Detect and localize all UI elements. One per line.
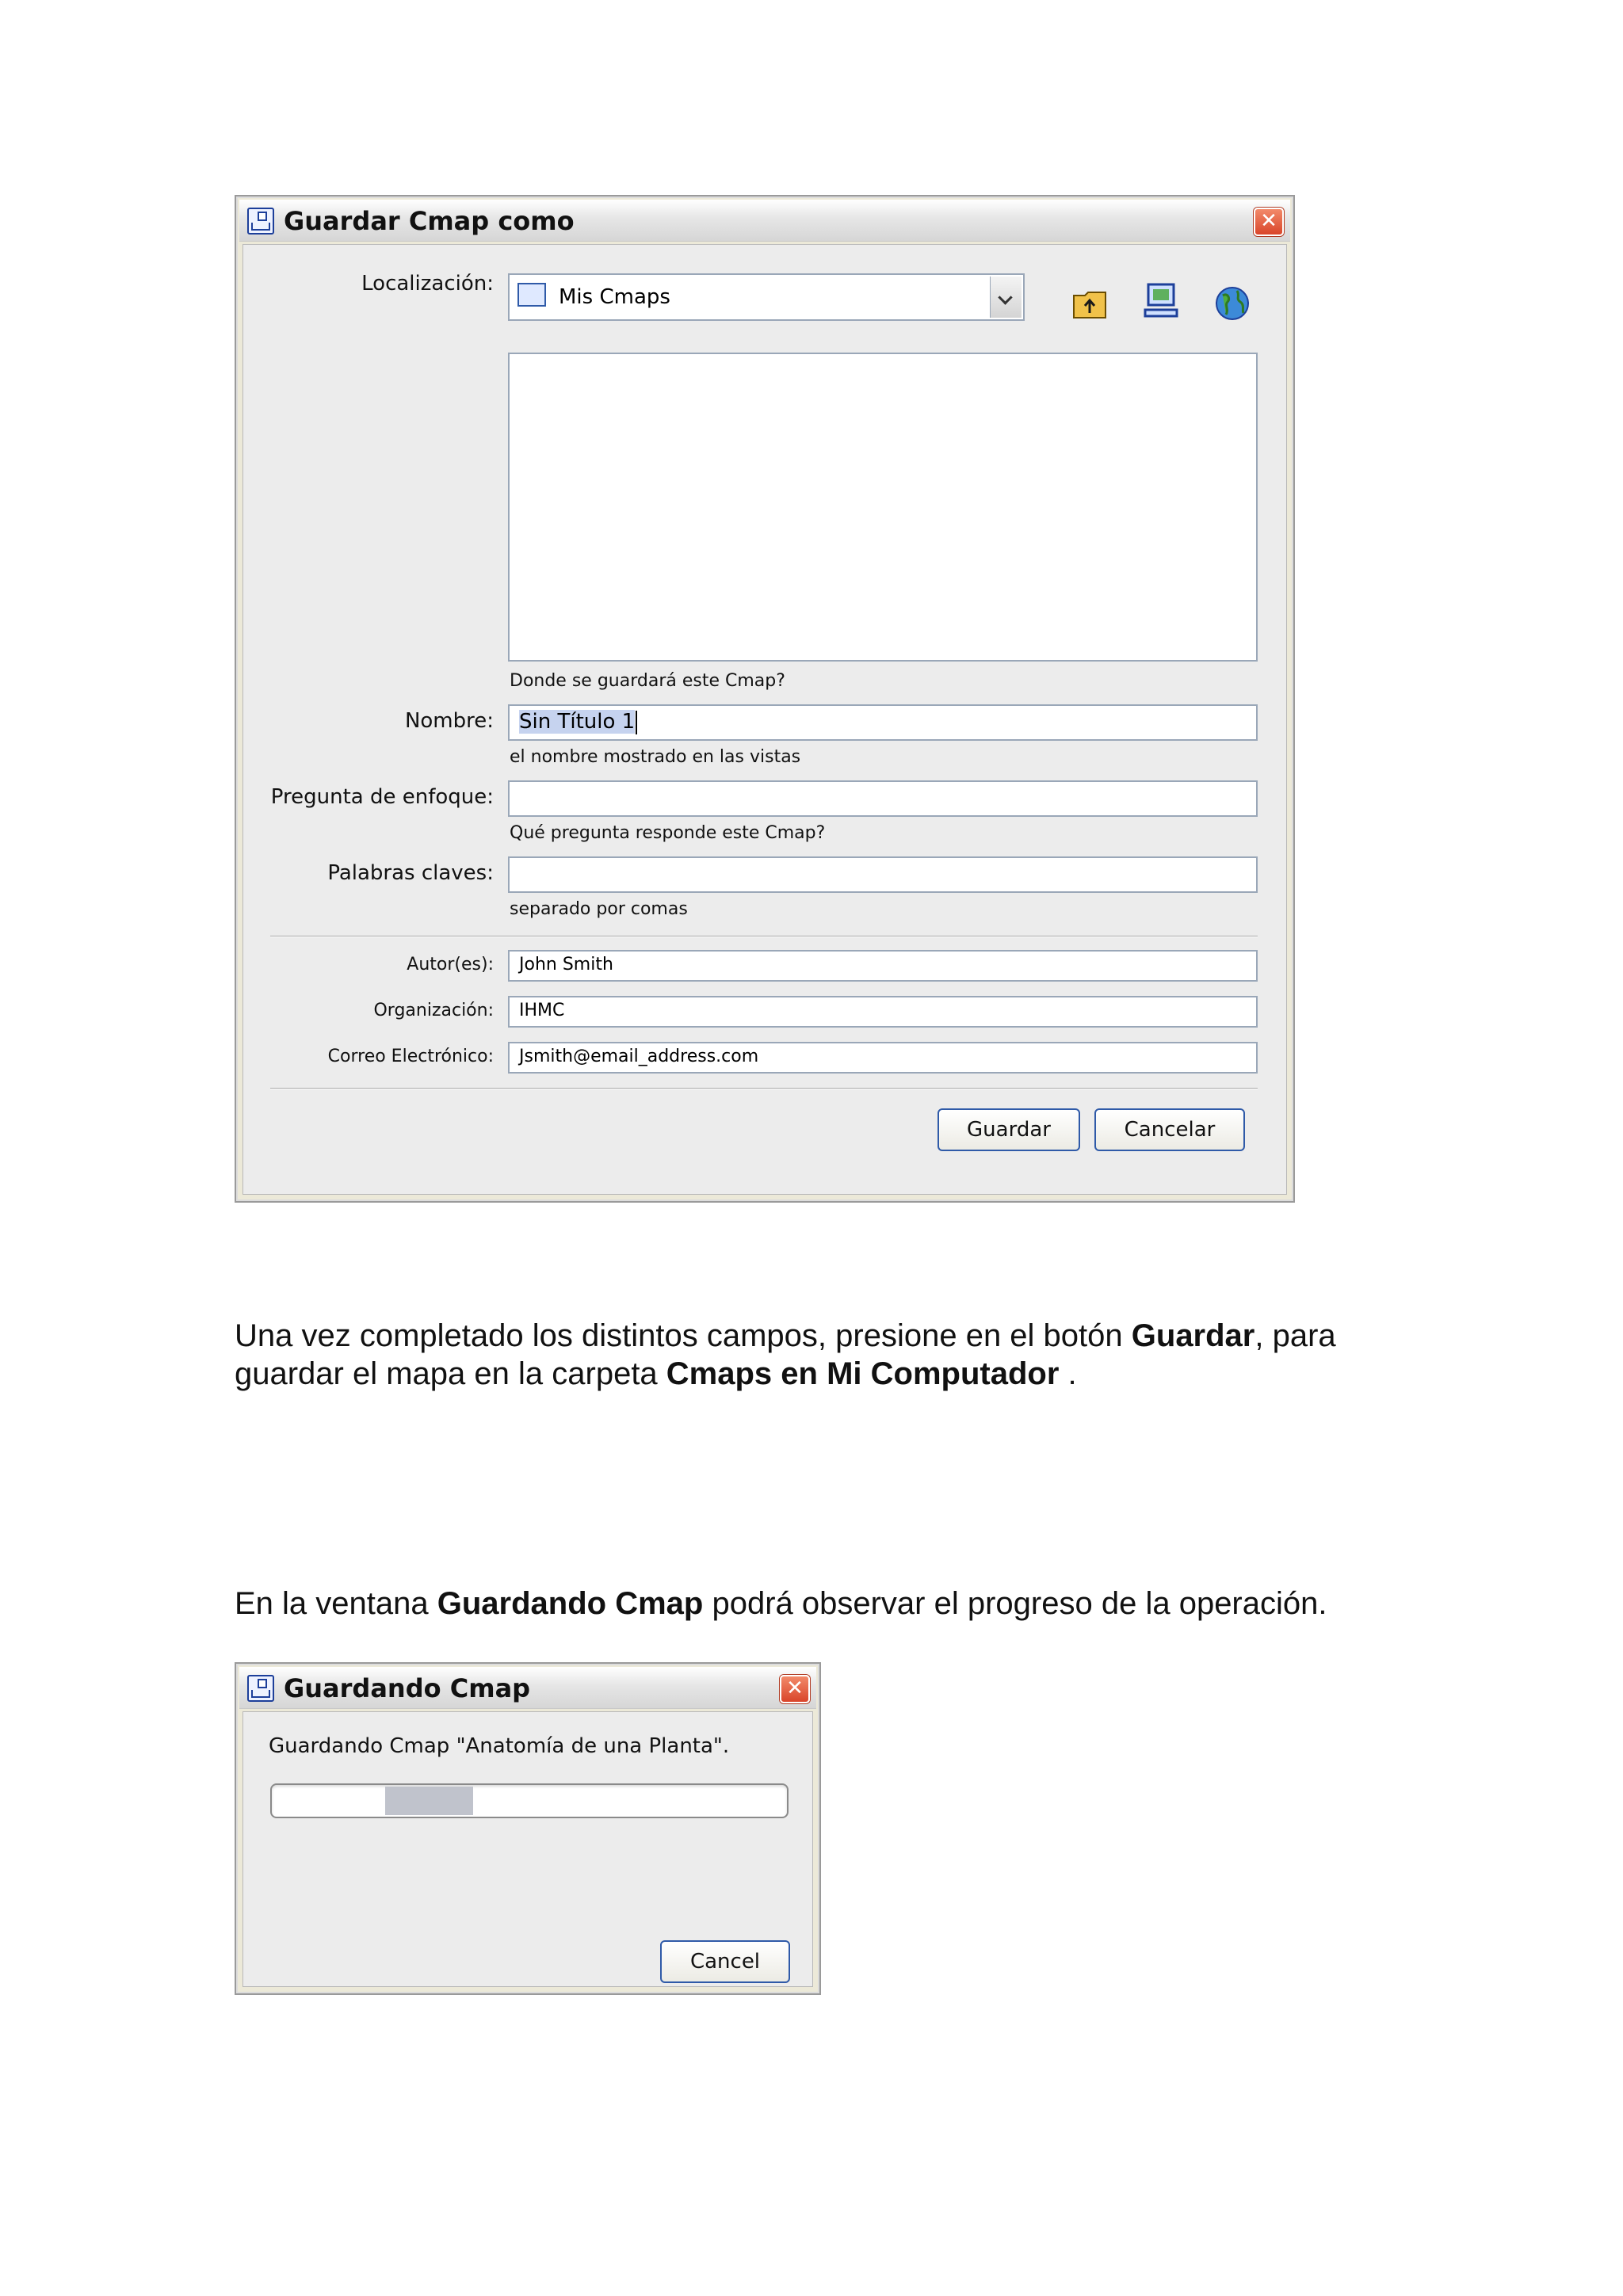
progress-indicator	[385, 1787, 473, 1815]
keywords-input[interactable]	[508, 856, 1258, 893]
paragraph-text: guardar el mapa en la carpeta	[235, 1356, 666, 1391]
name-input[interactable]	[508, 704, 1258, 741]
my-cmaps-icon	[517, 283, 546, 307]
paragraph-text: En la ventana	[235, 1586, 437, 1621]
title-bar[interactable]	[239, 1667, 816, 1709]
location-value: Mis Cmaps	[559, 285, 670, 309]
title-bar[interactable]	[239, 200, 1290, 242]
paragraph-text: podrá observar el progreso de la operación.	[703, 1586, 1327, 1621]
divider	[270, 1088, 1258, 1089]
folder-up-icon[interactable]	[1071, 284, 1109, 322]
divider	[270, 936, 1258, 937]
globe-icon[interactable]	[1213, 284, 1251, 322]
computer-icon[interactable]	[1142, 281, 1180, 319]
cancel-button[interactable]: Cancelar	[1094, 1108, 1245, 1151]
focus-question-label: Pregunta de enfoque:	[270, 785, 494, 809]
dialog-body	[242, 244, 1287, 1195]
name-hint: el nombre mostrado en las vistas	[510, 747, 801, 767]
paragraph-text: .	[1059, 1356, 1077, 1391]
name-value: Sin Título 1	[519, 710, 636, 734]
author-label: Autor(es):	[407, 955, 494, 974]
paragraph-bold: Guardar	[1131, 1318, 1255, 1353]
keywords-hint: separado por comas	[510, 899, 688, 919]
focus-question-input[interactable]	[508, 780, 1258, 817]
keywords-label: Palabras claves:	[327, 861, 494, 885]
organization-label: Organización:	[373, 1001, 494, 1020]
paragraph-text: Una vez completado los distintos campos, presione en el botón	[235, 1318, 1132, 1353]
save-cmap-dialog	[235, 195, 1295, 1203]
paragraph-bold: Guardando Cmap	[437, 1586, 704, 1621]
name-label: Nombre:	[404, 709, 494, 733]
chevron-down-icon[interactable]	[990, 277, 1022, 318]
email-label: Correo Electrónico:	[327, 1047, 494, 1066]
paragraph-text: , para	[1254, 1318, 1336, 1353]
instruction-paragraph-1	[235, 1317, 1423, 1393]
paragraph-bold: Cmaps en Mi Computador	[666, 1356, 1060, 1391]
organization-input[interactable]: IHMC	[508, 996, 1258, 1028]
location-combo[interactable]	[508, 273, 1025, 321]
saving-cmap-dialog	[235, 1662, 821, 1995]
location-hint: Donde se guardará este Cmap?	[510, 671, 785, 691]
email-input[interactable]: Jsmith@email_address.com	[508, 1042, 1258, 1074]
dialog-title: Guardando Cmap	[284, 1673, 531, 1703]
instruction-paragraph-2	[235, 1585, 1423, 1623]
text-caret	[636, 711, 637, 734]
dialog-body	[242, 1711, 813, 1987]
cmap-app-icon	[247, 208, 274, 235]
dialog-title: Guardar Cmap como	[284, 206, 575, 236]
focus-question-hint: Qué pregunta responde este Cmap?	[510, 823, 826, 843]
location-label: Localización:	[361, 272, 494, 296]
cancel-button[interactable]: Cancel	[660, 1940, 790, 1983]
close-button[interactable]: ✕	[1254, 208, 1284, 236]
cmap-app-icon	[247, 1675, 274, 1702]
author-input[interactable]: John Smith	[508, 950, 1258, 982]
save-button[interactable]: Guardar	[938, 1108, 1080, 1151]
progress-bar	[270, 1783, 789, 1818]
saving-message: Guardando Cmap "Anatomía de una Planta".	[269, 1734, 730, 1758]
location-browser-list[interactable]	[508, 353, 1258, 662]
close-button[interactable]: ✕	[780, 1675, 810, 1703]
